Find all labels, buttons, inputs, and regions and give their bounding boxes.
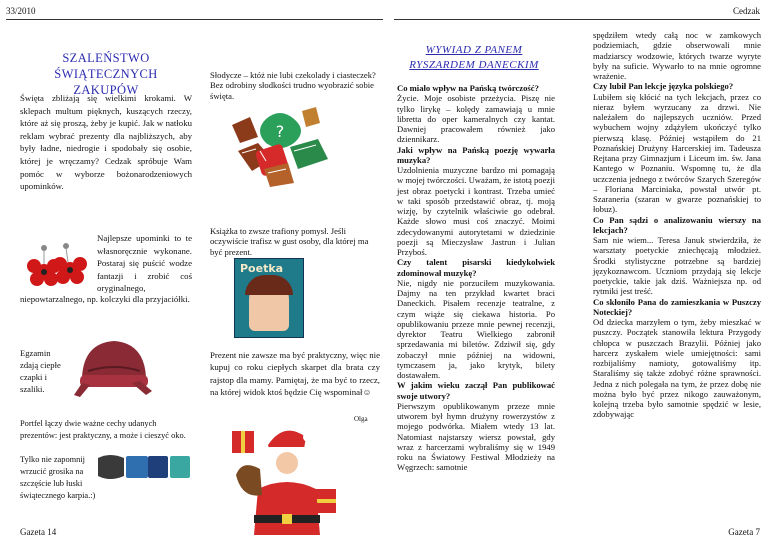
book-hair xyxy=(245,275,293,295)
interview-column-4 xyxy=(593,30,761,420)
interview-question-2: Jaki wpływ na Pańską poezję wywarła muzyka? xyxy=(397,144,555,165)
knitted-hat-icon xyxy=(74,333,154,397)
shopping-intro: Święta zbliżają się wielkimi krokami. W sklepach multum pięknych, kuszących rzeczy, które aż się proszą, żeby je kupić. Jak w natłoku reklam wybrać prezenty dla najbliższych, aby były ładne, niedrogie i spodobały się osobie, której je wręczamy? Cedzak spróbuje Wam pomóc w wyborze bożonarodzeniowych upominków. xyxy=(20,93,192,192)
interview-column-3 xyxy=(397,83,555,473)
gingerbread-cookies-icon xyxy=(228,103,334,189)
interview-question-7: Co skłoniło Pana do zamieszkania w Puszczy Noteckiej? xyxy=(593,296,761,317)
flower-earrings-icon xyxy=(22,236,92,298)
handmade-paragraph: Najlepsze upominki to te własnoręcznie wykonane. Postaraj się puścić wodze fantazji i zrobić coś oryginalnego, xyxy=(97,233,192,294)
footer-right: Gazeta 7 xyxy=(728,527,760,537)
interview-question-1: Co miało wpływ na Pańską twórczość? xyxy=(397,83,539,93)
interview-answer-4: Pierwszym opublikowanym przeze mnie utworem był hymn drużyny rowerzystów z mojego podwórka. Miałem wtedy 13 lat. Natomiast najstarszy wiersz powstał, gdy wraz z harcerzami wybraliśmy się w 1949 roku na Światowy Festiwal Młodzieży na Węgrzech: samotnie xyxy=(397,400,555,473)
interview-question-3: Czy talent pisarski kiedykolwiek zdominował muzykę? xyxy=(397,257,555,278)
book-paragraph: Książka to zwsze trafiony pomysł. Jeśli oczywiście trafisz w gust osoby, dla której ma być prezent. xyxy=(210,226,369,257)
interview-question-6: Co Pan sądzi o analizowaniu wierszy na lekcjach? xyxy=(593,214,761,235)
interview-answer-4-continued: spędziłem wtedy całą noc w zamkowych podziemiach, gdzie obserwowali mnie madziarscy wodzowie, których twarze wyryte były na suficie. Wywarło to na mnie ogromne wrażenie. xyxy=(593,30,761,81)
book-title: Poetka xyxy=(240,262,284,275)
lucky-coin-paragraph: Tylko nie zapomnij wrzucić grosika na szczęście lub łuski świątecznego karpia.:) xyxy=(20,455,96,500)
shopping-article-title: SZALEŃSTWO ŚWIĄTECZNYCH ZAKUPÓW xyxy=(54,51,158,97)
interview-answer-6: Sam nie wiem... Teresa Januk stwierdziła, że warsztaty poetyckie zniechęcają młodzież. Środki stylistyczne potrzebne są bardziej językoznawcom. Uczniom przydają się lekcje poetyckie, takie jak dziś. Ważniejsza np. od rytmiki jest treść. xyxy=(593,235,761,297)
interview-answer-3: Nie, nigdy nie porzuciłem muzykowania. Dajmy na ten przykład kwartet braci Daneckich. Pisałem recenzje teatralne, z czym wiąże się ciekawa historia. Po opublikowaniu przeze mnie pewnej recenzji, dyrektor Teatru Wielkiego zabronił sprzedawania mi biletów. Zdziwił się, gdy zobaczył mnie później na widowni, tymczasem ja, jako krytyk, bilety dostawałem. xyxy=(397,277,555,380)
santa-claus-icon xyxy=(232,419,336,539)
book-cover-icon xyxy=(234,258,304,338)
interview-question-5: Czy lubił Pan lekcje języka polskiego? xyxy=(593,81,734,92)
svg-text:?: ? xyxy=(275,122,285,141)
interview-title: WYWIAD Z PANEM RYSZARDEM DANECKIM xyxy=(409,44,539,71)
issue-number: 33/2010 xyxy=(6,6,36,16)
interview-answer-1: Życie. Moje osobiste przeżycia. Piszę nie tylko lirykę – kolędy zamawiają u mnie libretta do oper kameralnych czy kantat. Dawniej pracowałem również jako dziennikarz. xyxy=(397,93,555,145)
interview-answer-2: Uzdolnienia muzyczne bardzo mi pomagają w mojej twórczości. Uważam, że istotą poezji jest obraz poetycki i kontrast. Trzeba umieć w taki sposób przedstawić obraz, tj. moją wizję, by czytelnik właściwie go odebrał. Każde słowo musi coś znaczyć. Moimi zdecydowanymi autorytetami w dziedzinie poezji są Mieczysław Jastrun i Julian Przyboś. xyxy=(397,165,555,257)
header-author: Cedzak xyxy=(733,6,760,16)
interview-question-4: W jakim wieku zaczął Pan publikować swoje utwory? xyxy=(397,380,555,401)
gift-advice-paragraph: Prezent nie zawsze ma być praktyczny, więc nie kupuj co roku ciepłych skarpet dla brata czy rajstop dla mamy. Pamiętaj, że ma być to rzecz, na której widok ktoś będzie Cię wspominał☺ xyxy=(210,350,380,398)
earrings-paragraph: niepowtarzalnego, np. kolczyki dla przyjaciółki. xyxy=(20,294,190,304)
header-rule-right xyxy=(394,19,760,20)
wallet-icons xyxy=(96,452,191,482)
interview-answer-5: Lubiłem się kłócić na tych lekcjach, przez co nieraz byłem wyrzucany za drzwi. Nie należałem do najlepszych uczniów. Przed wybuchem wojny zdążyłem ukończyć tylko pierwszą klasę. Później wstąpiłem do 21 Poznańskiej Drużyny Harcerskiej im. Tadeusza Rejtana przy Gimnazjum i Liceum im. św. Jana Kantego w Poznaniu. Wspomnę tu, że dla uczczenia jednego z twórców Szarych Szeregów – Floriana Marciniaka, powstał utwór pt. Szaraneria (szaran w gwarze poznańskiej to łobuz). xyxy=(593,91,761,215)
footer-left: Gazeta 14 xyxy=(20,527,57,537)
interview-answer-7: Od dziecka marzyłem o tym, żeby mieszkać w puszczy. Początek stanowiła lektura Przygody chłopca w puszczach Brazylii. Później jako harcerz zyskałem wiele umiejętności: sami rozbijaliśmy namioty, gotowaliśmy itp. Staraliśmy się także zdobyć różne sprawności. Jedna z nich polegała na tym, że przez dobę nie można było być przez nikogo zauważonym, kolejną trzeba było samotnie spędzić w lesie, zdobywając xyxy=(593,317,761,420)
header-rule-left xyxy=(6,19,383,20)
sweets-paragraph: Słodycze – któż nie lubi czekolady i ciasteczek? Bez odrobiny słodkości trudno wyobrazić sobie święta. xyxy=(210,70,376,101)
hats-paragraph: Egzamin zdają ciepłe czapki i szaliki. xyxy=(20,348,61,394)
wallet-paragraph: Portfel łączy dwie ważne cechy udanych prezentów: jest praktyczny, a może i cieszyć oko. xyxy=(20,419,186,440)
article-signature: Olga xyxy=(354,415,368,423)
